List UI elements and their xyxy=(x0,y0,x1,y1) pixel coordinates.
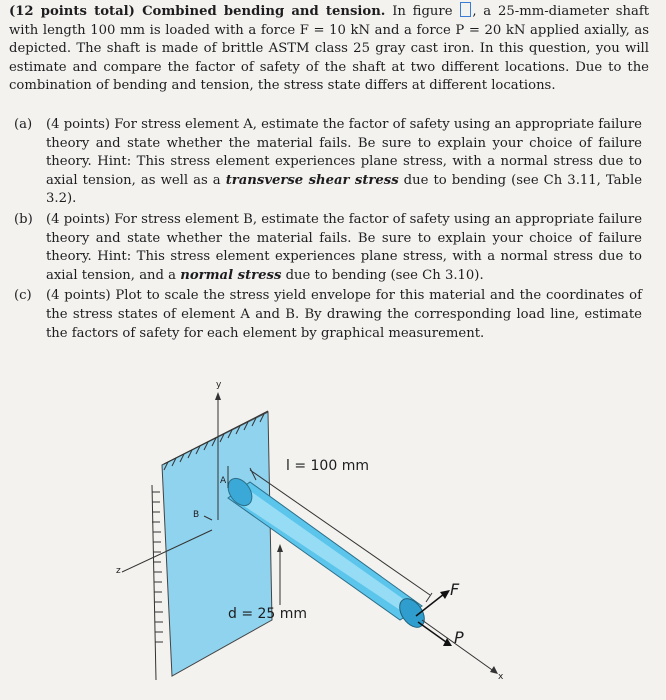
wall-left-hatching xyxy=(152,485,163,680)
part-a-lead: (4 points) For stress element A, estimate the factor of safety using an appropriate failure theory and state whether the material fails. Be sure to explain your choice of failure theory. Hint: This stress element experiences plane stress, with a normal stress due to axial tension, as well as a xyxy=(46,117,642,188)
part-a-label: (a) xyxy=(14,117,33,132)
axis-y-label: y xyxy=(216,380,222,390)
force-f-arrow xyxy=(440,590,450,599)
part-a-text xyxy=(46,116,642,209)
problem-parts xyxy=(14,116,642,345)
y-axis-arrow xyxy=(215,392,221,400)
force-p-label: P xyxy=(454,628,464,647)
part-b xyxy=(14,211,642,285)
figure-drawing xyxy=(100,380,570,700)
part-b-lead: (4 points) For stress element B, estimate the factor of safety using an appropriate failure theory and state whether the material fails. Be sure to explain your choice of failure theory. Hint: This stress element experiences plane stress, with a normal stress due to axial tension, and a xyxy=(46,211,642,283)
axis-z-label: z xyxy=(116,566,121,576)
force-f-label: F xyxy=(450,580,460,599)
shaft-figure xyxy=(100,380,570,700)
part-b-emphasis: normal stress xyxy=(180,267,282,283)
length-label: l = 100 mm xyxy=(286,458,369,474)
problem-heading: (12 points total) Combined bending and tension. xyxy=(9,4,386,19)
force-p-line xyxy=(418,622,446,642)
part-b-text xyxy=(46,211,642,285)
problem-text-b: , a 25-mm-diameter shaft with length 100 mm is loaded with a force F = 10 kN and a force P = 20 kN applied axially, as depicted. The shaft is made of brittle ASTM class 25 gray cast iron. In this question, you will estimate and compare the factor of safety of the shaft at two different locations. Due to the combination of bending and tension, the stress state differs at different locations. xyxy=(9,4,649,94)
diameter-arrow xyxy=(277,544,283,552)
part-c-text: (4 points) Plot to scale the stress yield envelope for this material and the coordinates of the stress states of element A and B. By drawing the corresponding load line, estimate the factors of safety for each element by graphical measurement. xyxy=(46,288,642,341)
part-a-emphasis: transverse shear stress xyxy=(225,172,399,188)
force-p-arrow xyxy=(443,638,452,646)
part-a xyxy=(14,116,642,209)
point-b-label: B xyxy=(193,510,200,520)
problem-text-a: In figure xyxy=(392,4,453,19)
part-c xyxy=(14,287,642,343)
figure-reference-box[interactable] xyxy=(460,2,471,17)
diameter-label: d = 25 mm xyxy=(228,606,308,622)
part-b-label: (b) xyxy=(14,211,33,227)
axis-x-label: x xyxy=(498,672,504,682)
problem-statement xyxy=(9,2,649,96)
part-a-tail: due to bending (see Ch 3.11, Table 3.2). xyxy=(46,172,642,207)
x-axis-arrow xyxy=(490,666,498,674)
part-c-label: (c) xyxy=(14,288,32,304)
part-b-tail: due to bending (see Ch 3.10). xyxy=(281,267,484,283)
point-a-label: A xyxy=(220,476,227,486)
wall xyxy=(162,412,272,676)
